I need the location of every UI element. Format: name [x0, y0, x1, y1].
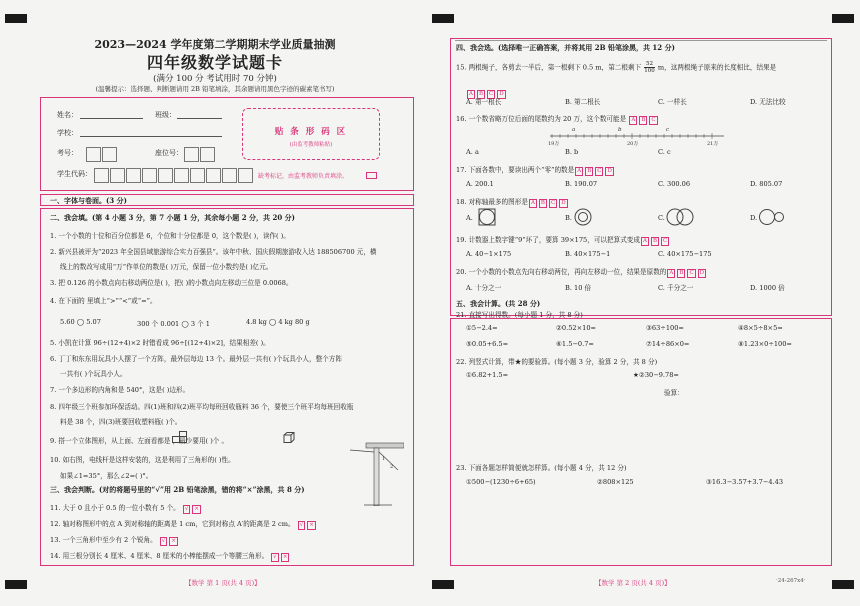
- fraction-denominator: 100: [644, 68, 655, 74]
- student-code-label: 学生代码：: [57, 170, 92, 178]
- question-2-line-1: 2. 新兴县被评为“2023 年全国县域旅游综合实力百强县”。该年中秋、国庆假期旅游收入达 188506700 元，横: [50, 248, 377, 256]
- q16-option-a: A. a: [466, 148, 479, 156]
- calc-8: ⑧1.23×0÷100=: [738, 340, 792, 348]
- option-c[interactable]: C: [651, 117, 656, 123]
- q15-option-c: C. 一样长: [658, 98, 687, 106]
- cross-option[interactable]: ×: [309, 522, 314, 528]
- barcode-area: [242, 108, 380, 160]
- option-b[interactable]: B: [652, 238, 658, 244]
- calc-1: ①5−2.4=: [466, 324, 498, 332]
- simplify-3: ③16.3−3.57+3.7−4.43: [706, 478, 784, 486]
- work-area-23[interactable]: [460, 490, 820, 560]
- option-b[interactable]: B: [478, 91, 484, 97]
- question-12-text: 12. 轴对称图形中的点 A 到对称轴的距离是 1 cm，它到对称点 A′的距离是 2 cm。: [50, 520, 295, 528]
- vertical-calc-2: ★②30−9.78=: [633, 371, 679, 379]
- q17-option-d: D. 805.07: [750, 180, 783, 188]
- question-17: [456, 164, 615, 176]
- question-12: [50, 518, 317, 530]
- question-18-text: 18. 对称轴最多的图形是: [456, 198, 528, 206]
- calc-6: ⑥1.5−0.7=: [556, 340, 594, 348]
- question-8-line-2: 料是 38 个，四(3)班要回收塑料瓶( )个。: [60, 418, 182, 426]
- school-field[interactable]: [80, 136, 222, 137]
- axis-label-20: 20万: [627, 141, 639, 146]
- option-a[interactable]: A: [469, 91, 473, 97]
- option-a[interactable]: A: [577, 168, 582, 174]
- option-c[interactable]: C: [689, 270, 694, 276]
- question-11-text: 11. 大于 0 且小于 0.5 的一位小数有 5 个。: [50, 504, 180, 512]
- question-1: 1. 一个小数的十位和百分位都是 6，个位和十分位都是 0，这个数是( )，读作( )。: [50, 232, 290, 240]
- point-a-label: a: [572, 127, 576, 133]
- option-a[interactable]: A: [631, 117, 636, 123]
- name-label: 姓名：: [57, 111, 78, 119]
- option-b[interactable]: B: [540, 200, 545, 206]
- two-circles-figure: [759, 208, 787, 226]
- question-15-text: 15. 两根绳子，各剪去一半后，第一根剩下 0.5 m，第二根剩下: [456, 63, 642, 72]
- check-label: 验算：: [664, 389, 684, 397]
- exam-number-cells[interactable]: [86, 144, 118, 163]
- registration-mark: [432, 580, 454, 589]
- utility-pole-diagram: [340, 440, 404, 506]
- q15-option-d: D. 无法比较: [750, 98, 786, 106]
- question-8-line-1: 8. 四年级三个班参加环保活动。四(1)班和四(2)班平均每班回收瓶料 36 个，要使三个班平均每班回收瓶: [50, 403, 354, 411]
- option-b[interactable]: B: [587, 168, 592, 174]
- section-4-heading: 四、我会选。(选择唯一正确答案，并将其用 2B 铅笔涂黑，共 12 分): [456, 43, 675, 52]
- question-5: 5. 小凯在计算 96÷(12+4)×2 时错看成 96÷[(12+4)×2]，结果相差( )。: [50, 339, 270, 347]
- print-code: ·24-267x4·: [776, 578, 806, 584]
- section-1-heading: 一、字体与卷面。(3 分): [50, 196, 127, 205]
- question-18: [456, 196, 569, 208]
- tick-option[interactable]: √: [273, 554, 277, 560]
- page-title: 四年级数学试题卡: [146, 53, 283, 72]
- q15-option-a: A. 第一根长: [466, 98, 502, 106]
- q20-option-a: A. 十分之一: [466, 284, 502, 292]
- simplify-1: ①500−(1230÷6+65): [466, 478, 536, 486]
- question-15-text-2: m，这两根绳子原来的长度相比，结果是: [657, 63, 777, 72]
- simplify-2: ②808×125: [597, 478, 634, 486]
- question-19-text: 19. 计数器上数字键“9”坏了，要算 39×175，可以把算式变成: [456, 236, 640, 244]
- question-14: [50, 550, 290, 562]
- barcode-title: 贴 条 形 码 区: [274, 127, 348, 137]
- calc-5: ⑤0.05+6.5=: [466, 340, 509, 348]
- cross-option[interactable]: ×: [171, 538, 176, 544]
- cross-option[interactable]: ×: [282, 554, 288, 560]
- q19-option-b: B. 40×175−1: [565, 250, 611, 258]
- point-b-label: b: [618, 127, 622, 133]
- class-field[interactable]: [177, 118, 222, 119]
- number-line: [548, 124, 726, 146]
- question-4: 4. 在下面的 里填上“>”“<”或“=”。: [50, 297, 157, 305]
- front-view-figure: [172, 431, 194, 443]
- registration-mark: [5, 580, 27, 589]
- seat-number-cells[interactable]: [184, 144, 216, 163]
- registration-mark: [832, 14, 854, 23]
- question-23: 23. 下面各题怎样简便就怎样算。(每小题 4 分，共 12 分): [456, 464, 627, 472]
- question-6-line-1: 6. 丁丁和东东用玩具小人摆了一个方阵，最外层每边 13 个。最外层一共有( )个玩具小人，整个方阵: [50, 355, 342, 363]
- page-footer-right: 【数学 第 2 页(共 4 页)】: [595, 579, 671, 587]
- axis-label-19: 19万: [548, 141, 560, 146]
- option-b[interactable]: B: [679, 270, 684, 276]
- svg-text:1: 1: [382, 456, 386, 462]
- question-22: 22. 列竖式计算，带★的要验算。(每小题 3 分，验算 2 分，共 8 分): [456, 358, 658, 366]
- q17-option-c: C. 300.06: [658, 180, 691, 188]
- student-code-cells[interactable]: [94, 165, 254, 184]
- option-d[interactable]: D: [499, 91, 504, 97]
- overlapping-circles-figure: [666, 208, 694, 226]
- question-13: [50, 534, 179, 546]
- exam-tip: (温馨提示：选择题、判断题请用 2B 铅笔填涂，其余题请用黑色字迹的碳素笔书写): [95, 85, 335, 93]
- q17-option-a: A. 200.1: [466, 180, 494, 188]
- option-d[interactable]: D: [607, 168, 612, 174]
- q18-option-a: A.: [466, 214, 473, 222]
- exam-meta: (满分 100 分 考试用时 70 分钟): [153, 74, 277, 84]
- q18-option-d: D.: [750, 214, 758, 222]
- absent-checkbox[interactable]: [366, 172, 377, 179]
- option-a[interactable]: A: [530, 200, 535, 206]
- registration-mark: [832, 580, 854, 589]
- question-10-line-1: 10. 如右图，电线杆是这样安装的，这是利用了三角形的( )性。: [50, 456, 235, 464]
- option-a[interactable]: A: [643, 238, 647, 244]
- question-11: [50, 502, 202, 514]
- question-17-text: 17. 下面各数中，要读出两个“零”的数是: [456, 166, 575, 174]
- question-2-line-2: 线上的数改写成用“万”作单位的数是( )万元，保留一位小数约是( )亿元。: [60, 263, 273, 271]
- q19-option-c: C. 40×175−175: [658, 250, 712, 258]
- q18-option-c: C.: [658, 214, 665, 222]
- q18-option-b: B.: [565, 214, 572, 222]
- option-d[interactable]: D: [561, 200, 566, 206]
- question-14-text: 14. 用三根分别长 4 厘米、4 厘米、8 厘米的小棒能摆成一个等腰三角形。: [50, 552, 269, 560]
- q17-option-b: B. 190.07: [565, 180, 598, 188]
- option-c[interactable]: C: [597, 168, 602, 174]
- calc-7: ⑦14÷86×0=: [646, 340, 690, 348]
- calc-3: ③63÷100=: [646, 324, 684, 332]
- q20-option-d: D. 1000 倍: [750, 284, 785, 292]
- option-c[interactable]: C: [663, 238, 668, 244]
- question-7: 7. 一个多边形的内角和是 540°，这是( )边形。: [50, 386, 190, 394]
- question-4-part-b: 300 个 0.001 ◯ 3 个 1: [137, 320, 210, 328]
- option-c[interactable]: C: [489, 91, 494, 97]
- q16-option-c: C. c: [658, 148, 671, 156]
- q19-option-a: A. 40−1×175: [466, 250, 512, 258]
- question-15-line-1: [456, 61, 776, 74]
- section-2-heading: 二、我会填。(第 4 小题 3 分，第 7 小题 1 分，其余每小题 2 分，共 20 分): [50, 213, 295, 222]
- question-13-text: 13. 一个三角形中至少有 2 个锐角。: [50, 536, 157, 544]
- svg-text:2: 2: [390, 464, 394, 470]
- axis-label-21: 21万: [707, 141, 719, 146]
- absent-note: 缺考标记，由监考教师负责填涂。: [258, 173, 349, 180]
- question-3: 3. 把 0.126 的小数点向右移动两位是( )，把( )的小数点向左移动三位是 0.0068。: [50, 279, 293, 287]
- q20-option-c: C. 千分之一: [658, 284, 694, 292]
- page-footer-left: 【数学 第 1 页(共 4 页)】: [185, 579, 261, 587]
- question-6-line-2: 一共有( )个玩具小人。: [60, 370, 127, 378]
- seat-number-label: 座位号：: [155, 149, 183, 157]
- exam-number-label: 考号：: [57, 149, 78, 157]
- fraction-numerator: 52: [646, 61, 654, 67]
- question-16-text: 16. 一个数省略万位后面的尾数约为 20 万，这个数可能是: [456, 115, 627, 123]
- question-9: 9. 搭一个立体图形，从上面、左面看都是 ，最少要用( )个 。: [50, 437, 229, 445]
- fraction: [644, 61, 655, 74]
- calc-2: ②0.52×10=: [556, 324, 597, 332]
- work-area-22[interactable]: [460, 398, 820, 456]
- question-19: [456, 234, 670, 246]
- option-a[interactable]: A: [669, 270, 674, 276]
- q20-option-b: B. 10 倍: [565, 284, 592, 292]
- question-10-line-2: 如果∠1=35°，那么∠2=( )°。: [60, 472, 153, 480]
- section-5-heading: 五、我会计算。(共 28 分): [456, 299, 541, 308]
- option-b[interactable]: B: [641, 117, 646, 123]
- point-c-label: c: [666, 127, 670, 133]
- registration-mark: [432, 14, 454, 23]
- registration-mark: [5, 14, 27, 23]
- tick-option[interactable]: √: [299, 522, 304, 528]
- calc-4: ④8×5÷8×5=: [738, 324, 783, 332]
- barcode-note: (由监考教师粘贴): [289, 142, 333, 148]
- question-4-part-a: 5.60 ◯ 5.07: [60, 318, 101, 326]
- tick-option[interactable]: √: [184, 506, 189, 512]
- q16-option-b: B. b: [565, 148, 579, 156]
- question-20: [456, 266, 707, 278]
- section-3-heading: 三、我会判断。(对的将题号里的“√”用 2B 铅笔涂黑，错的将“×”涂黑，共 8 分): [50, 485, 305, 494]
- question-4-part-c: 4.8 kg ◯ 4 kg 80 g: [246, 318, 310, 326]
- tick-option[interactable]: √: [161, 538, 166, 544]
- concentric-circles-figure: [574, 208, 592, 226]
- year-title: 2023—2024 学年度第二学期期末学业质量抽测: [94, 38, 336, 51]
- class-label: 班级：: [155, 111, 176, 119]
- school-label: 学校：: [57, 129, 78, 137]
- option-d[interactable]: D: [699, 270, 705, 276]
- question-20-text: 20. 一个小数的小数点先向右移动两位，再向左移动一位，结果是原数的: [456, 268, 667, 276]
- question-21: 21. 直接写出得数。(每小题 1 分，共 8 分): [456, 311, 583, 319]
- name-field[interactable]: [80, 118, 143, 119]
- q15-option-b: B. 第二根长: [565, 98, 601, 106]
- cube-icon: [283, 432, 295, 443]
- square-circle-figure: [478, 208, 496, 226]
- cross-option[interactable]: ×: [194, 506, 199, 512]
- vertical-calc-1: ①6.82+1.5=: [466, 371, 509, 379]
- option-c[interactable]: C: [550, 200, 556, 206]
